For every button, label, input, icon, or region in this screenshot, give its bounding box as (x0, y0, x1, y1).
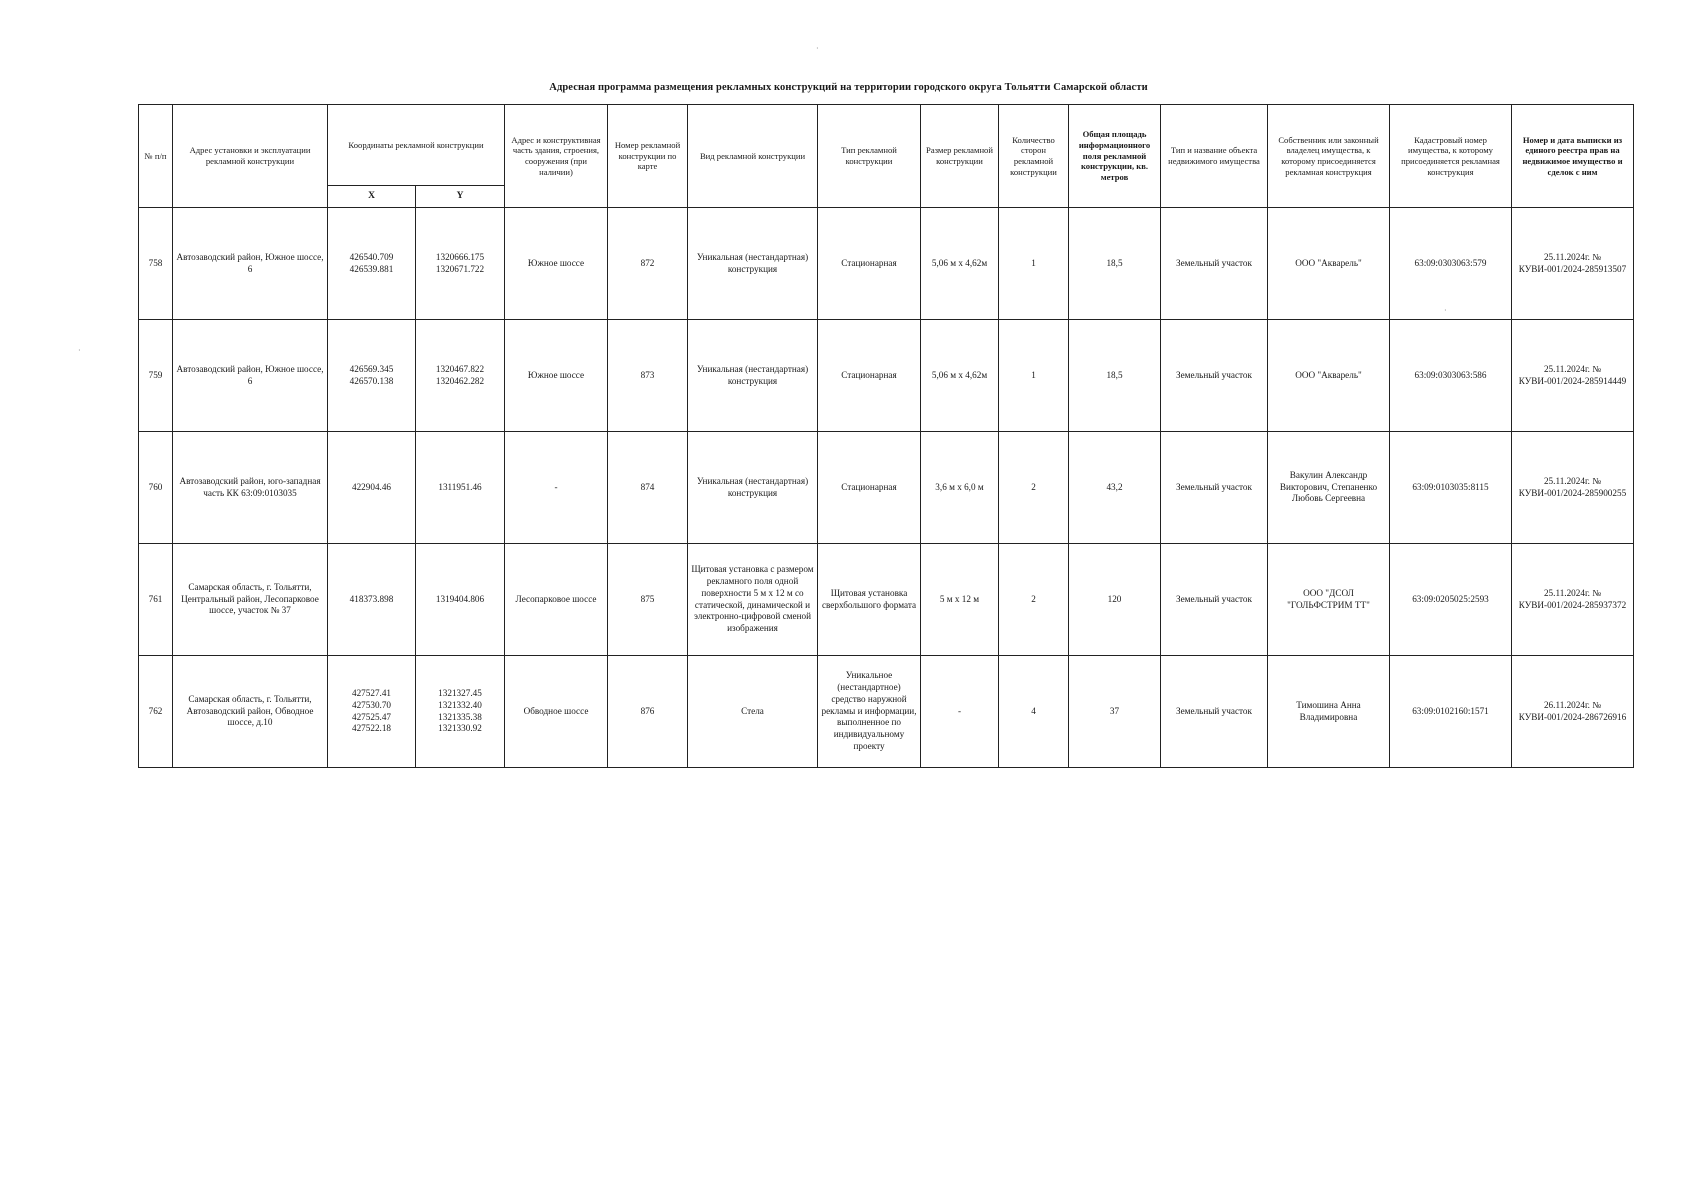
table-row (139, 656, 1634, 768)
cell-type: Стационарная (818, 208, 921, 320)
advertising-structures-table (138, 104, 1634, 768)
header-y: Y (416, 186, 505, 208)
scan-speck: · (816, 44, 819, 53)
cell-num: 759 (139, 320, 173, 432)
header-map-number: Номер рекламной конструкции по карте (608, 105, 688, 208)
header-cadastral: Кадастровый номер имущества, к которому присоединяется рекламная конструкция (1390, 105, 1512, 208)
cell-property-type: Земельный участок (1161, 320, 1268, 432)
cell-y: 1311951.46 (416, 432, 505, 544)
cell-cadastral: 63:09:0102160:1571 (1390, 656, 1512, 768)
cell-type: Стационарная (818, 432, 921, 544)
cell-x: 426569.345 426570.138 (328, 320, 416, 432)
header-address: Адрес установки и эксплуатации рекламной конструкции (173, 105, 328, 208)
cell-y: 1321327.45 1321332.40 1321335.38 1321330.92 (416, 656, 505, 768)
cell-type: Щитовая установка сверхбольшого формата (818, 544, 921, 656)
cell-building: Обводное шоссе (505, 656, 608, 768)
cell-sides: 1 (999, 320, 1069, 432)
cell-address: Самарская область, г. Тольятти, Центральный район, Лесопарковое шоссе, участок № 37 (173, 544, 328, 656)
cell-kind: Стела (688, 656, 818, 768)
scan-speck: · (1444, 306, 1447, 315)
table-row (139, 320, 1634, 432)
cell-x: 426540.709 426539.881 (328, 208, 416, 320)
table-body (139, 208, 1634, 768)
scan-speck: · (78, 346, 81, 355)
cell-kind: Уникальная (нестандартная) конструкция (688, 432, 818, 544)
cell-num: 760 (139, 432, 173, 544)
cell-map-number: 873 (608, 320, 688, 432)
cell-building: Лесопарковое шоссе (505, 544, 608, 656)
cell-property-type: Земельный участок (1161, 208, 1268, 320)
table-row (139, 208, 1634, 320)
cell-size: - (921, 656, 999, 768)
cell-area: 43,2 (1069, 432, 1161, 544)
cell-area: 120 (1069, 544, 1161, 656)
cell-x: 427527.41 427530.70 427525.47 427522.18 (328, 656, 416, 768)
cell-num: 758 (139, 208, 173, 320)
header-extract: Номер и дата выписки из единого реестра прав на недвижимое имущество и сделок с ним (1512, 105, 1634, 208)
cell-cadastral: 63:09:0303063:586 (1390, 320, 1512, 432)
cell-y: 1320467.822 1320462.282 (416, 320, 505, 432)
cell-property-type: Земельный участок (1161, 432, 1268, 544)
cell-extract: 25.11.2024г. № КУВИ-001/2024-285913507 (1512, 208, 1634, 320)
cell-building: Южное шоссе (505, 208, 608, 320)
cell-owner: ООО "Акварель" (1268, 320, 1390, 432)
table-row (139, 432, 1634, 544)
page-title: Адресная программа размещения рекламных конструкций на территории городского округа Тольятти Самарской области (549, 82, 1148, 93)
cell-area: 18,5 (1069, 208, 1161, 320)
header-owner: Собственник или законный владелец имущества, к которому присоединяется рекламная конструкция (1268, 105, 1390, 208)
cell-address: Автозаводский район, Южное шоссе, 6 (173, 320, 328, 432)
cell-map-number: 876 (608, 656, 688, 768)
cell-map-number: 874 (608, 432, 688, 544)
cell-property-type: Земельный участок (1161, 656, 1268, 768)
cell-kind: Щитовая установка с размером рекламного поля одной поверхности 5 м х 12 м со статической, динамической и электронно-цифровой сменой изображения (688, 544, 818, 656)
cell-size: 5,06 м х 4,62м (921, 320, 999, 432)
cell-map-number: 872 (608, 208, 688, 320)
cell-kind: Уникальная (нестандартная) конструкция (688, 320, 818, 432)
cell-num: 761 (139, 544, 173, 656)
cell-size: 5,06 м х 4,62м (921, 208, 999, 320)
cell-map-number: 875 (608, 544, 688, 656)
cell-sides: 2 (999, 432, 1069, 544)
cell-area: 18,5 (1069, 320, 1161, 432)
header-coordinates: Координаты рекламной конструкции (328, 105, 505, 186)
cell-area: 37 (1069, 656, 1161, 768)
cell-x: 422904.46 (328, 432, 416, 544)
header-area: Общая площадь информационного поля рекламной конструкции, кв. метров (1069, 105, 1161, 208)
header-size: Размер рекламной конструкции (921, 105, 999, 208)
cell-owner: ООО "ДСОЛ "ГОЛЬФСТРИМ ТТ" (1268, 544, 1390, 656)
cell-type: Уникальное (нестандартное) средство наружной рекламы и информации, выполненное по индивидуальному проекту (818, 656, 921, 768)
cell-address: Автозаводский район, Южное шоссе, 6 (173, 208, 328, 320)
header-x: X (328, 186, 416, 208)
cell-sides: 1 (999, 208, 1069, 320)
header-property-type: Тип и название объекта недвижимого имущества (1161, 105, 1268, 208)
cell-building: Южное шоссе (505, 320, 608, 432)
table-header (139, 105, 1634, 208)
header-building: Адрес и конструктивная часть здания, строения, сооружения (при наличии) (505, 105, 608, 208)
cell-cadastral: 63:09:0103035:8115 (1390, 432, 1512, 544)
header-type: Тип рекламной конструкции (818, 105, 921, 208)
cell-sides: 4 (999, 656, 1069, 768)
table-row (139, 544, 1634, 656)
cell-x: 418373.898 (328, 544, 416, 656)
cell-type: Стационарная (818, 320, 921, 432)
cell-num: 762 (139, 656, 173, 768)
cell-owner: Вакулин Александр Викторович, Степаненко Любовь Сергеевна (1268, 432, 1390, 544)
cell-cadastral: 63:09:0205025:2593 (1390, 544, 1512, 656)
cell-cadastral: 63:09:0303063:579 (1390, 208, 1512, 320)
cell-address: Самарская область, г. Тольятти, Автозаводский район, Обводное шоссе, д.10 (173, 656, 328, 768)
cell-extract: 25.11.2024г. № КУВИ-001/2024-285914449 (1512, 320, 1634, 432)
header-sides: Количество сторон рекламной конструкции (999, 105, 1069, 208)
cell-address: Автозаводский район, юго-западная часть КК 63:09:0103035 (173, 432, 328, 544)
cell-size: 3,6 м х 6,0 м (921, 432, 999, 544)
cell-owner: Тимошина Анна Владимировна (1268, 656, 1390, 768)
cell-building: - (505, 432, 608, 544)
header-kind: Вид рекламной конструкции (688, 105, 818, 208)
cell-extract: 26.11.2024г. № КУВИ-001/2024-286726916 (1512, 656, 1634, 768)
cell-size: 5 м х 12 м (921, 544, 999, 656)
cell-property-type: Земельный участок (1161, 544, 1268, 656)
cell-kind: Уникальная (нестандартная) конструкция (688, 208, 818, 320)
cell-extract: 25.11.2024г. № КУВИ-001/2024-285900255 (1512, 432, 1634, 544)
cell-owner: ООО "Акварель" (1268, 208, 1390, 320)
cell-y: 1319404.806 (416, 544, 505, 656)
cell-y: 1320666.175 1320671.722 (416, 208, 505, 320)
cell-sides: 2 (999, 544, 1069, 656)
cell-extract: 25.11.2024г. № КУВИ-001/2024-285937372 (1512, 544, 1634, 656)
header-num: № п/п (139, 105, 173, 208)
